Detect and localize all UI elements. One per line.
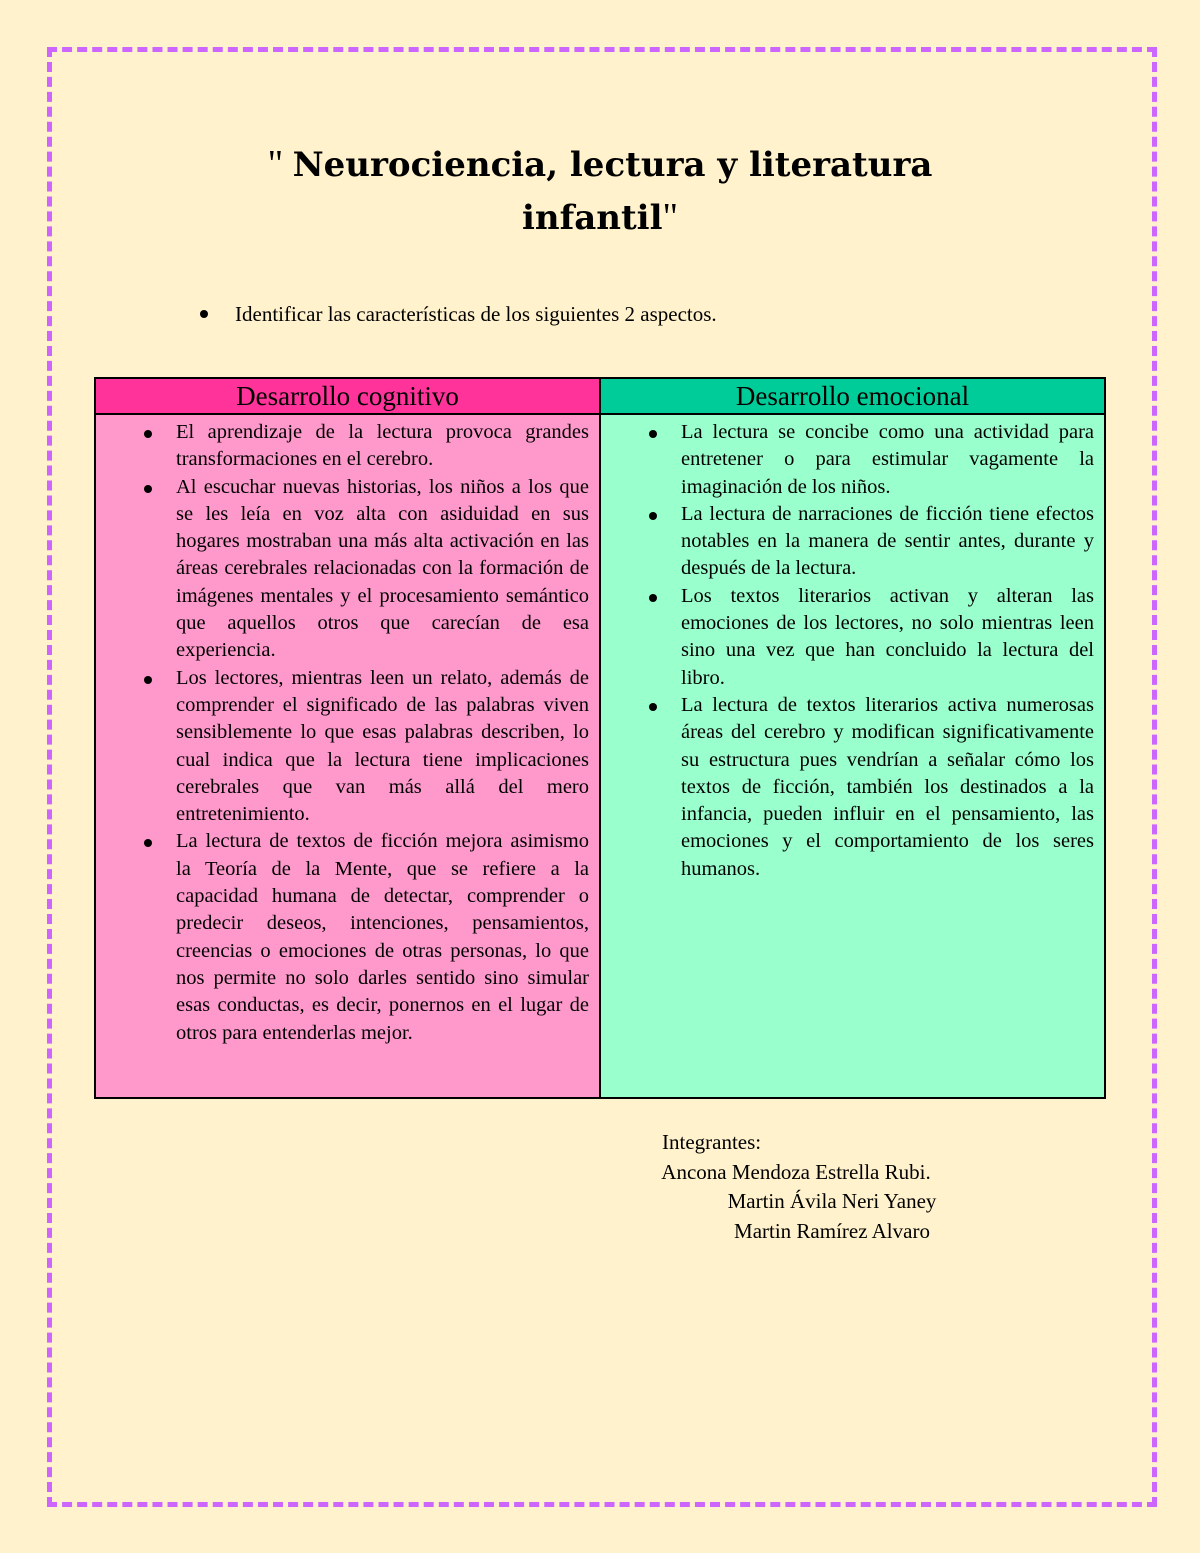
list-item: Los lectores, mientras leen un relato, además de comprender el significado de las palabras viven sensiblemente lo que esas palabras describen, lo cual indica que la lectura tiene implicaciones cerebrales que van más allá del mero entretenimiento. xyxy=(96,665,589,829)
list-item: Al escuchar nuevas historias, los niños a los que se les leía en voz alta con asiduidad en sus hogares mostraban una más alta activación en las áreas cerebrales relacionadas con la formación de imágenes mentales y el procesamiento semántico que aquellos otros que carecían de esa experiencia. xyxy=(96,474,589,665)
document-title xyxy=(0,138,1200,244)
list-item: La lectura de textos de ficción mejora asimismo la Teoría de la Mente, que se refiere a la capacidad humana de detectar, comprender o predecir deseos, intenciones, pensamientos, creencias o emociones de otras personas, lo que nos permite no solo darles sentido sino simular esas conductas, es decir, ponernos en el lugar de otros para entenderlas mejor. xyxy=(96,828,589,1046)
intro-list xyxy=(200,302,717,327)
cognitivo-list xyxy=(96,415,599,1047)
list-item: Los textos literarios activan y alteran las emociones de los lectores, no solo mientras leen sino una vez que han concluido la lectura del libro. xyxy=(601,583,1094,692)
cell-cognitivo xyxy=(95,414,600,1098)
member-name: Martin Ávila Neri Yaney xyxy=(727,1189,937,1213)
members-label: Integrantes: xyxy=(662,1130,762,1154)
list-item: El aprendizaje de la lectura provoca grandes transformaciones en el cerebro. xyxy=(96,419,589,474)
title-close-quote: " xyxy=(662,196,679,238)
title-line-2: infantil xyxy=(521,198,663,238)
header-desarrollo-cognitivo: Desarrollo cognitivo xyxy=(95,378,600,414)
members-block xyxy=(662,1128,1042,1246)
members-names xyxy=(622,1158,1042,1247)
member-name: Martin Ramírez Alvaro xyxy=(734,1218,930,1243)
bullet-icon xyxy=(200,310,208,318)
title-line-1: Neurociencia, lectura y literatura xyxy=(292,145,933,185)
title-open-quote: " xyxy=(267,143,293,185)
comparison-table xyxy=(94,377,1106,1099)
member-name: Ancona Mendoza Estrella Rubi. xyxy=(661,1159,931,1184)
cell-emocional xyxy=(600,414,1105,1098)
intro-text: Identificar las características de los siguientes 2 aspectos. xyxy=(235,302,717,326)
list-item: La lectura de narraciones de ficción tiene efectos notables en la manera de sentir antes, durante y después de la lectura. xyxy=(601,501,1094,583)
list-item: La lectura se concibe como una actividad para entretener o para estimular vagamente la imaginación de los niños. xyxy=(601,419,1094,501)
intro-item xyxy=(200,302,717,327)
header-desarrollo-emocional: Desarrollo emocional xyxy=(600,378,1105,414)
list-item: La lectura de textos literarios activa numerosas áreas del cerebro y modifican significativamente su estructura pues vendrían a señalar cómo los textos de ficción, también los destinados a la infancia, pueden influir en el pensamiento, las emociones y el comportamiento de los seres humanos. xyxy=(601,692,1094,883)
emocional-list xyxy=(601,415,1104,883)
